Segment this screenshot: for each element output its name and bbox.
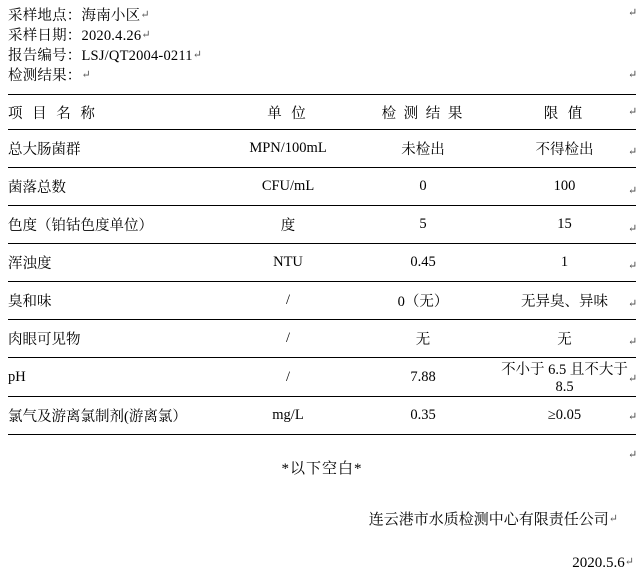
issue-date-value: 2020.5.6	[572, 555, 625, 571]
cell-limit: 不得检出	[493, 130, 636, 168]
cell-result: 0（无）	[353, 282, 493, 320]
cell-limit: 100	[493, 168, 636, 206]
column-header-item: 项 目 名 称	[8, 95, 223, 130]
report-header	[0, 0, 644, 86]
paragraph-mark-icon: ↵	[628, 449, 638, 461]
cell-unit: /	[223, 358, 353, 397]
report-number-value: LSJ/QT2004-0211	[81, 48, 193, 64]
cell-item: 菌落总数	[8, 168, 223, 206]
cell-result: 无	[353, 320, 493, 358]
paragraph-mark-icon: ↵	[628, 260, 638, 272]
location-value: 海南小区	[81, 8, 141, 24]
header-line-report-no	[8, 46, 644, 66]
results-label: 检测结果：	[8, 68, 82, 84]
table-row	[8, 282, 636, 320]
cell-item: 总大肠菌群	[8, 130, 223, 168]
table-row	[8, 130, 636, 168]
paragraph-mark-icon: ↵	[628, 106, 638, 118]
table-row	[8, 206, 636, 244]
cell-unit: /	[223, 320, 353, 358]
paragraph-mark-icon: ↵	[628, 223, 638, 235]
table-header-row	[8, 95, 636, 130]
cell-limit: 15	[493, 206, 636, 244]
header-line-date	[8, 26, 644, 46]
cell-result: 未检出	[353, 130, 493, 168]
paragraph-mark-icon: ↵	[628, 69, 638, 81]
cell-result: 0	[353, 168, 493, 206]
header-line-results	[8, 66, 644, 86]
paragraph-mark-icon: ↵	[628, 411, 638, 423]
column-header-limit: 限 值	[493, 95, 636, 130]
cell-unit: NTU	[223, 244, 353, 282]
sampling-date-label: 采样日期：	[8, 28, 82, 44]
company-name: 连云港市水质检测中心有限责任公司	[368, 512, 609, 528]
cell-item: 氯气及游离氯制剂(游离氯）	[8, 397, 223, 435]
cell-item: 浑浊度	[8, 244, 223, 282]
results-table	[8, 94, 636, 435]
cell-unit: mg/L	[223, 397, 353, 435]
cell-unit: /	[223, 282, 353, 320]
paragraph-mark-icon: ↵	[192, 49, 203, 61]
cell-unit: CFU/mL	[223, 168, 353, 206]
location-label: 采样地点：	[8, 8, 82, 24]
cell-unit: MPN/100mL	[223, 130, 353, 168]
cell-limit: 无异臭、异味	[493, 282, 636, 320]
cell-limit: 1	[493, 244, 636, 282]
paragraph-mark-icon: ↵	[628, 146, 638, 158]
paragraph-mark-icon: ↵	[624, 556, 634, 568]
table-row	[8, 244, 636, 282]
paragraph-mark-icon: ↵	[628, 336, 638, 348]
table-row	[8, 320, 636, 358]
paragraph-mark-icon: ↵	[628, 185, 638, 197]
issuing-company	[0, 508, 644, 529]
cell-result: 5	[353, 206, 493, 244]
cell-item: 臭和味	[8, 282, 223, 320]
paragraph-mark-icon: ↵	[628, 7, 638, 19]
column-header-result: 检 测 结 果	[353, 95, 493, 130]
cell-result: 7.88	[353, 358, 493, 397]
table-row	[8, 168, 636, 206]
cell-item: 色度（铂钴色度单位）	[8, 206, 223, 244]
cell-limit: ≥0.05	[493, 397, 636, 435]
cell-limit: 无	[493, 320, 636, 358]
issue-date	[0, 555, 644, 572]
report-number-label: 报告编号：	[8, 48, 82, 64]
cell-item: 肉眼可见物	[8, 320, 223, 358]
cell-item: pH	[8, 358, 223, 397]
paragraph-mark-icon: ↵	[141, 29, 151, 41]
cell-result: 0.35	[353, 397, 493, 435]
paragraph-mark-icon: ↵	[628, 373, 638, 385]
cell-result: 0.45	[353, 244, 493, 282]
table-row	[8, 358, 636, 397]
paragraph-mark-icon: ↵	[140, 9, 150, 21]
paragraph-mark-icon: ↵	[628, 298, 638, 310]
header-line-location	[8, 6, 644, 26]
paragraph-mark-icon: ↵	[608, 513, 618, 525]
cell-limit: 不小于 6.5 且不大于 8.5	[493, 358, 636, 397]
paragraph-mark-icon: ↵	[81, 69, 91, 81]
table-row	[8, 397, 636, 435]
blank-below-note: *以下空白*	[281, 461, 363, 477]
column-header-unit: 单 位	[223, 95, 353, 130]
sampling-date-value: 2020.4.26	[81, 28, 142, 44]
cell-unit: 度	[223, 206, 353, 244]
